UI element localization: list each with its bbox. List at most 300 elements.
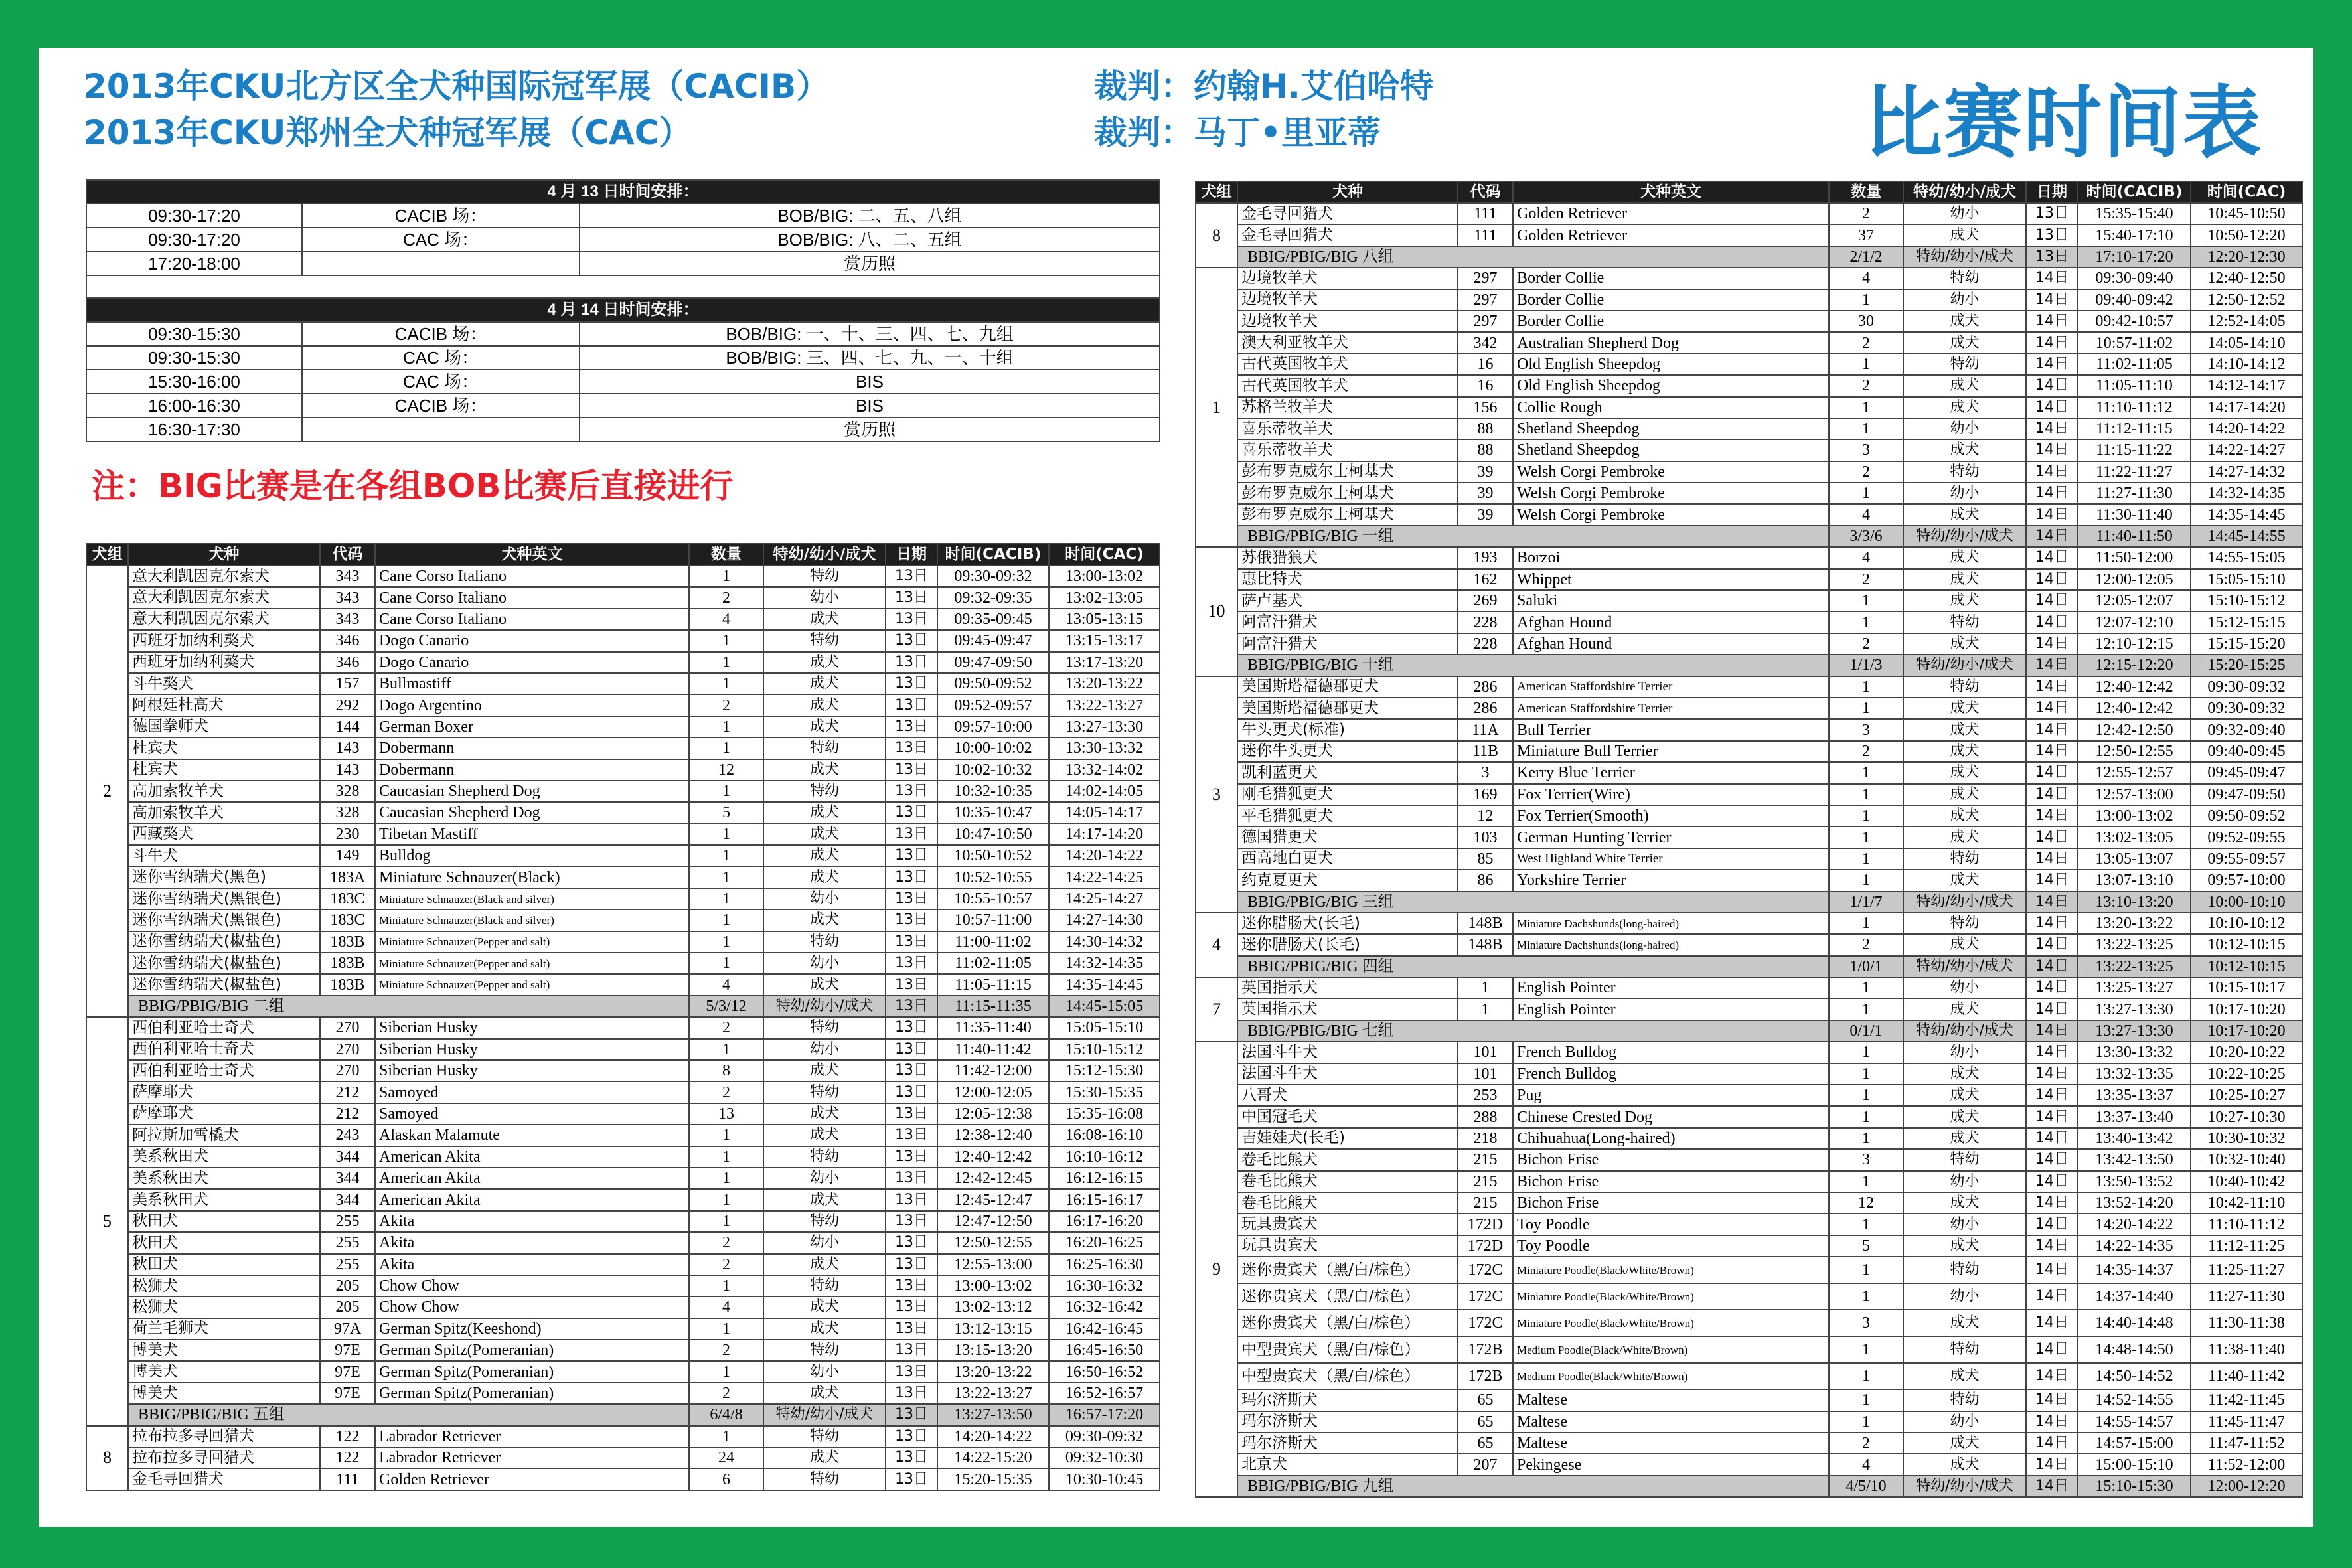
time-cacib: 14:40-14:48 <box>2078 1310 2191 1336</box>
entry-class: 成犬 <box>1903 332 2026 353</box>
table-row <box>1196 569 2302 590</box>
breed-name-zh: 彭布罗克威尔士柯基犬 <box>1237 483 1458 504</box>
entry-class: 幼小 <box>1903 1042 2026 1063</box>
breed-name-zh: 秋田犬 <box>128 1232 320 1253</box>
entry-class: 成犬 <box>1903 870 2026 891</box>
breed-name-zh: 约克夏更犬 <box>1237 870 1458 891</box>
breed-name-zh: 迷你贵宾犬（黑/白/棕色） <box>1237 1310 1458 1336</box>
breed-code: 183B <box>320 953 375 974</box>
entry-count: 1 <box>1829 784 1903 805</box>
entry-count: 1 <box>1829 483 1903 504</box>
table-row <box>1196 1235 2302 1257</box>
summary-class: 特幼/幼小/成犬 <box>1903 246 2026 268</box>
schedule-time: 16:30-17:30 <box>86 418 302 441</box>
summary-time-cac: 10:12-10:15 <box>2191 956 2302 977</box>
time-cacib: 10:32-10:35 <box>937 781 1049 802</box>
time-cac: 11:30-11:38 <box>2191 1310 2302 1336</box>
schedule-row <box>86 228 1160 252</box>
table-row <box>1196 870 2302 891</box>
table-row <box>1196 1106 2302 1127</box>
breed-name-en: French Bulldog <box>1513 1063 1829 1085</box>
entry-count: 1 <box>1829 1171 1903 1192</box>
breed-code: 270 <box>320 1060 375 1081</box>
show-date: 13日 <box>886 1103 937 1125</box>
time-cacib: 12:00-12:05 <box>2078 569 2191 590</box>
time-cacib: 13:25-13:27 <box>2078 977 2191 998</box>
breed-code: 344 <box>320 1146 375 1168</box>
breed-code: 65 <box>1458 1411 1513 1433</box>
summary-count: 0/1/1 <box>1829 1020 1903 1042</box>
time-cacib: 12:10-12:15 <box>2078 633 2191 655</box>
entry-class: 成犬 <box>763 759 886 781</box>
show-date: 14日 <box>2026 547 2078 568</box>
entry-class: 成犬 <box>1903 224 2026 246</box>
time-cac: 13:30-13:32 <box>1049 738 1160 759</box>
entry-class: 成犬 <box>763 802 886 823</box>
column-header: 数量 <box>1829 181 1903 203</box>
time-cac: 10:30-10:45 <box>1049 1468 1160 1490</box>
time-cacib: 13:37-13:40 <box>2078 1106 2191 1127</box>
show-date: 13日 <box>886 1060 937 1081</box>
summary-time-cacib: 15:10-15:30 <box>2078 1476 2191 1497</box>
summary-count: 1/1/3 <box>1829 655 1903 676</box>
time-cacib: 11:10-11:12 <box>2078 397 2191 418</box>
column-header: 犬种英文 <box>375 544 689 566</box>
show-date: 14日 <box>2026 461 2078 483</box>
breed-name-zh: 玩具贵宾犬 <box>1237 1235 1458 1257</box>
time-cac: 11:52-12:00 <box>2191 1454 2302 1475</box>
breed-code: 1 <box>1458 998 1513 1020</box>
entry-class: 特幼 <box>1903 1257 2026 1283</box>
show-date: 14日 <box>2026 1454 2078 1475</box>
breed-name-en: Golden Retriever <box>1513 224 1829 246</box>
entry-count: 1 <box>1829 848 1903 870</box>
time-cac: 13:05-13:15 <box>1049 609 1160 630</box>
breed-name-zh: 玛尔济斯犬 <box>1237 1411 1458 1433</box>
breed-name-zh: 意大利凯因克尔索犬 <box>128 587 320 608</box>
time-cac: 13:20-13:22 <box>1049 673 1160 694</box>
breed-code: 65 <box>1458 1433 1513 1454</box>
breed-name-zh: 阿拉斯加雪橇犬 <box>128 1125 320 1146</box>
table-row <box>86 953 1160 974</box>
breed-name-en: Miniature Schnauzer(Black and silver) <box>375 909 689 931</box>
schedule-row <box>86 204 1160 228</box>
table-row <box>1196 547 2302 568</box>
breed-code: 286 <box>1458 676 1513 698</box>
time-cacib: 09:47-09:50 <box>937 652 1049 673</box>
summary-time-cacib: 13:22-13:25 <box>2078 956 2191 977</box>
entry-count: 3 <box>1829 1149 1903 1170</box>
show-date: 13日 <box>886 1447 937 1468</box>
time-cacib: 09:32-09:35 <box>937 587 1049 608</box>
show-date: 14日 <box>2026 1192 2078 1214</box>
entry-class: 成犬 <box>1903 547 2026 568</box>
entry-count: 12 <box>1829 1192 1903 1214</box>
breed-name-en: Maltese <box>1513 1389 1829 1411</box>
summary-time-cac: 12:20-12:30 <box>2191 246 2302 268</box>
table-row <box>86 1468 1160 1490</box>
group-number: 9 <box>1196 1042 1237 1497</box>
entry-count: 1 <box>1829 977 1903 998</box>
time-cacib: 09:42-10:57 <box>2078 311 2191 332</box>
breed-code: 111 <box>1458 203 1513 224</box>
table-row <box>1196 311 2302 332</box>
breed-code: 205 <box>320 1296 375 1318</box>
schedule-time: 09:30-15:30 <box>86 346 302 370</box>
entry-class: 特幼 <box>1903 676 2026 698</box>
breed-name-en: Old English Sheepdog <box>1513 354 1829 375</box>
breed-code: 215 <box>1458 1149 1513 1170</box>
entry-count: 2 <box>1829 569 1903 590</box>
breed-code: 230 <box>320 824 375 845</box>
breed-name-en: Australian Shepherd Dog <box>1513 332 1829 353</box>
entry-count: 2 <box>1829 332 1903 353</box>
table-row <box>1196 1171 2302 1192</box>
breed-name-en: American Akita <box>375 1146 689 1168</box>
summary-class: 特幼/幼小/成犬 <box>763 1404 886 1425</box>
time-cacib: 11:00-11:02 <box>937 931 1049 953</box>
time-cacib: 12:57-13:00 <box>2078 784 2191 805</box>
time-cacib: 12:55-13:00 <box>937 1254 1049 1275</box>
entry-count: 1 <box>1829 611 1903 633</box>
time-cac: 09:52-09:55 <box>2191 826 2302 848</box>
show-date: 14日 <box>2026 483 2078 504</box>
time-cacib: 11:40-11:42 <box>937 1039 1049 1060</box>
breed-name-zh: 英国指示犬 <box>1237 977 1458 998</box>
schedule-day-label: 4 月 13 日时间安排： <box>86 180 1160 204</box>
show-date: 13日 <box>886 1146 937 1168</box>
entry-class: 特幼 <box>763 1211 886 1232</box>
breed-name-en: Chow Chow <box>375 1296 689 1318</box>
time-cac: 10:12-10:15 <box>2191 934 2302 955</box>
schedule-time: 09:30-17:20 <box>86 204 302 228</box>
breed-code: 346 <box>320 630 375 651</box>
table-row <box>1196 977 2302 998</box>
breed-name-en: Bichon Frise <box>1513 1171 1829 1192</box>
entry-class: 成犬 <box>1903 762 2026 783</box>
time-cac: 11:40-11:42 <box>2191 1363 2302 1389</box>
table-row <box>86 781 1160 802</box>
entry-class: 幼小 <box>763 1168 886 1189</box>
entry-class: 成犬 <box>763 866 886 888</box>
time-cacib: 12:42-12:45 <box>937 1168 1049 1189</box>
show-date: 13日 <box>886 738 937 759</box>
breed-code: 183B <box>320 931 375 953</box>
breed-name-en: Dobermann <box>375 738 689 759</box>
time-cacib: 14:48-14:50 <box>2078 1336 2191 1363</box>
entry-class: 成犬 <box>763 1189 886 1210</box>
breed-name-zh: 博美犬 <box>128 1361 320 1382</box>
time-cacib: 13:20-13:22 <box>937 1361 1049 1382</box>
breed-code: 122 <box>320 1426 375 1447</box>
breed-name-zh: 西班牙加纳利獒犬 <box>128 652 320 673</box>
breed-name-en: Pekingese <box>1513 1454 1829 1475</box>
time-cacib: 09:35-09:45 <box>937 609 1049 630</box>
breed-name-zh: 喜乐蒂牧羊犬 <box>1237 439 1458 461</box>
breed-code: 270 <box>320 1039 375 1060</box>
time-cacib: 15:20-15:35 <box>937 1468 1049 1490</box>
time-cac: 09:40-09:45 <box>2191 741 2302 762</box>
time-cacib: 13:02-13:05 <box>2078 826 2191 848</box>
time-cac: 09:32-10:30 <box>1049 1447 1160 1468</box>
breed-name-en: Miniature Schnauzer(Pepper and salt) <box>375 953 689 974</box>
entry-count: 13 <box>689 1103 763 1125</box>
entry-class: 成犬 <box>763 694 886 716</box>
show-date: 13日 <box>886 587 937 608</box>
breed-code: 328 <box>320 781 375 802</box>
entry-count: 1 <box>689 652 763 673</box>
table-row <box>1196 224 2302 246</box>
entry-count: 2 <box>689 587 763 608</box>
breed-name-zh: 八哥犬 <box>1237 1085 1458 1106</box>
column-header: 时间(CAC) <box>1049 544 1160 566</box>
breed-name-en: Miniature Schnauzer(Pepper and salt) <box>375 974 689 995</box>
time-cacib: 14:37-14:40 <box>2078 1283 2191 1310</box>
group-number: 3 <box>1196 676 1237 913</box>
entry-count: 1 <box>1829 1128 1903 1149</box>
breed-name-en: Afghan Hound <box>1513 611 1829 633</box>
entry-class: 特幼 <box>763 738 886 759</box>
entry-count: 2 <box>689 1383 763 1404</box>
entry-class: 成犬 <box>1903 698 2026 719</box>
breed-code: 255 <box>320 1211 375 1232</box>
breed-name-en: Cane Corso Italiano <box>375 587 689 608</box>
summary-time-cac: 15:20-15:25 <box>2191 655 2302 676</box>
breed-code: 253 <box>1458 1085 1513 1106</box>
time-cacib: 15:35-15:40 <box>2078 203 2191 224</box>
summary-time-cac: 14:45-14:55 <box>2191 526 2302 547</box>
time-cacib: 09:57-10:00 <box>937 716 1049 738</box>
entry-class: 幼小 <box>1903 483 2026 504</box>
show-date: 13日 <box>886 1340 937 1361</box>
table-row <box>86 1146 1160 1168</box>
breed-name-en: English Pointer <box>1513 977 1829 998</box>
summary-class: 特幼/幼小/成犬 <box>1903 956 2026 977</box>
summary-time-cacib: 13:10-13:20 <box>2078 892 2191 913</box>
time-cac: 14:27-14:32 <box>2191 461 2302 483</box>
entry-class: 成犬 <box>1903 569 2026 590</box>
breed-name-zh: 边境牧羊犬 <box>1237 289 1458 311</box>
show-title-cac: 2013年CKU郑州全犬种冠军展（CAC） <box>84 114 692 152</box>
time-cac: 10:22-10:25 <box>2191 1063 2302 1085</box>
breed-code: 286 <box>1458 698 1513 719</box>
table-row <box>86 1426 1160 1447</box>
table-row <box>1196 1283 2302 1310</box>
entry-count: 1 <box>1829 1214 1903 1235</box>
schedule-ring: CAC 场： <box>302 346 580 370</box>
entry-class: 幼小 <box>1903 203 2026 224</box>
show-date: 14日 <box>2026 826 2078 848</box>
summary-time-cac: 12:00-12:20 <box>2191 1476 2302 1497</box>
time-cac: 15:15-15:20 <box>2191 633 2302 655</box>
breed-name-zh: 高加索牧羊犬 <box>128 781 320 802</box>
breed-code: 65 <box>1458 1389 1513 1411</box>
time-cac: 16:08-16:10 <box>1049 1125 1160 1146</box>
time-cac: 11:25-11:27 <box>2191 1257 2302 1283</box>
schedule-ring: CACIB 场： <box>302 204 580 228</box>
summary-date: 14日 <box>2026 1476 2078 1497</box>
breed-name-zh: 杜宾犬 <box>128 738 320 759</box>
breed-name-zh: 松狮犬 <box>128 1296 320 1318</box>
entry-count: 24 <box>689 1447 763 1468</box>
summary-label: BBIG/PBIG/BIG 七组 <box>1237 1020 1829 1042</box>
group-number: 1 <box>1196 268 1237 547</box>
breed-name-en: Fox Terrier(Wire) <box>1513 784 1829 805</box>
show-date: 13日 <box>886 652 937 673</box>
table-row <box>86 888 1160 909</box>
time-cacib: 14:22-15:20 <box>937 1447 1049 1468</box>
time-cacib: 13:22-13:27 <box>937 1383 1049 1404</box>
breed-code: 172B <box>1458 1363 1513 1389</box>
breed-name-zh: 萨摩耶犬 <box>128 1103 320 1125</box>
show-date: 13日 <box>886 909 937 931</box>
schedule-time: 16:00-16:30 <box>86 394 302 418</box>
time-cacib: 12:47-12:50 <box>937 1211 1049 1232</box>
schedule-time: 09:30-17:20 <box>86 228 302 252</box>
breed-name-zh: 玛尔济斯犬 <box>1237 1433 1458 1454</box>
entry-count: 2 <box>1829 633 1903 655</box>
table-row <box>86 630 1160 651</box>
table-row <box>1196 1433 2302 1454</box>
entry-count: 1 <box>1829 805 1903 826</box>
breed-name-en: German Spitz(Keeshond) <box>375 1318 689 1340</box>
breed-name-zh: 迷你腊肠犬(长毛) <box>1237 913 1458 934</box>
time-cac: 14:32-14:35 <box>1049 953 1160 974</box>
breed-name-en: Labrador Retriever <box>375 1426 689 1447</box>
entry-class: 成犬 <box>763 1383 886 1404</box>
group-summary-row <box>1196 892 2302 913</box>
time-cac: 14:32-14:35 <box>2191 483 2302 504</box>
entry-class: 成犬 <box>1903 719 2026 740</box>
entry-count: 12 <box>689 759 763 781</box>
table-row <box>1196 268 2302 289</box>
entry-class: 幼小 <box>763 1232 886 1253</box>
time-cacib: 13:35-13:37 <box>2078 1085 2191 1106</box>
show-date: 14日 <box>2026 870 2078 891</box>
show-date: 14日 <box>2026 1171 2078 1192</box>
entry-count: 3 <box>1829 439 1903 461</box>
table-row <box>86 824 1160 845</box>
table-row <box>86 1039 1160 1060</box>
summary-time-cac: 16:57-17:20 <box>1049 1404 1160 1425</box>
breed-name-zh: 阿根廷杜高犬 <box>128 694 320 716</box>
breed-code: 183C <box>320 888 375 909</box>
breed-name-zh: 中国冠毛犬 <box>1237 1106 1458 1127</box>
schedule-day-header <box>86 298 1160 322</box>
time-cacib: 13:15-13:20 <box>937 1340 1049 1361</box>
breed-code: 255 <box>320 1232 375 1253</box>
show-date: 14日 <box>2026 418 2078 439</box>
entry-class: 成犬 <box>763 1318 886 1340</box>
breed-code: 297 <box>1458 268 1513 289</box>
time-cacib: 12:38-12:40 <box>937 1125 1049 1146</box>
breed-name-en: Welsh Corgi Pembroke <box>1513 461 1829 483</box>
time-cacib: 13:32-13:35 <box>2078 1063 2191 1085</box>
breed-code: 193 <box>1458 547 1513 568</box>
entry-class: 成犬 <box>1903 741 2026 762</box>
breed-name-en: Maltese <box>1513 1411 1829 1433</box>
show-date: 14日 <box>2026 762 2078 783</box>
breed-name-zh: 意大利凯因克尔索犬 <box>128 566 320 587</box>
breed-code: 270 <box>320 1017 375 1038</box>
summary-date: 13日 <box>886 996 937 1017</box>
entry-class: 成犬 <box>763 1103 886 1125</box>
entry-class: 幼小 <box>1903 418 2026 439</box>
entry-count: 6 <box>689 1468 763 1490</box>
table-row <box>1196 826 2302 848</box>
breed-code: 172D <box>1458 1235 1513 1257</box>
breed-name-zh: 金毛寻回猎犬 <box>128 1468 320 1490</box>
breed-name-en: Old English Sheepdog <box>1513 375 1829 396</box>
breed-name-zh: 美系秋田犬 <box>128 1168 320 1189</box>
show-date: 13日 <box>886 1168 937 1189</box>
table-row <box>86 1275 1160 1296</box>
entry-class: 成犬 <box>1903 504 2026 525</box>
time-cacib: 13:00-13:02 <box>2078 805 2191 826</box>
show-date: 13日 <box>886 866 937 888</box>
show-date: 13日 <box>886 566 937 587</box>
time-cac: 14:05-14:10 <box>2191 332 2302 353</box>
breed-name-zh: 秋田犬 <box>128 1254 320 1275</box>
time-cac: 15:12-15:30 <box>1049 1060 1160 1081</box>
column-header: 时间(CACIB) <box>937 544 1049 566</box>
show-date: 14日 <box>2026 1411 2078 1433</box>
time-cac: 09:57-10:00 <box>2191 870 2302 891</box>
summary-date: 13日 <box>2026 246 2078 268</box>
table-row <box>1196 203 2302 224</box>
time-cacib: 15:40-17:10 <box>2078 224 2191 246</box>
table-row <box>86 974 1160 995</box>
entry-class: 幼小 <box>763 587 886 608</box>
summary-class: 特幼/幼小/成犬 <box>1903 655 2026 676</box>
time-cacib: 14:20-14:22 <box>937 1426 1049 1447</box>
entry-class: 成犬 <box>1903 1085 2026 1106</box>
show-date: 13日 <box>886 1468 937 1490</box>
time-cacib: 10:47-10:50 <box>937 824 1049 845</box>
breed-name-zh: 阿富汗猎犬 <box>1237 611 1458 633</box>
breed-code: 172C <box>1458 1257 1513 1283</box>
breed-name-zh: 金毛寻回猎犬 <box>1237 224 1458 246</box>
schedule-event: 赏历照 <box>580 418 1160 441</box>
entry-count: 8 <box>689 1060 763 1081</box>
breed-code: 97E <box>320 1383 375 1404</box>
breed-name-zh: 彭布罗克威尔士柯基犬 <box>1237 461 1458 483</box>
show-date: 13日 <box>886 974 937 995</box>
entry-count: 1 <box>689 1426 763 1447</box>
table-row <box>1196 1336 2302 1363</box>
breed-code: 288 <box>1458 1106 1513 1127</box>
breed-name-en: American Staffordshire Terrier <box>1513 676 1829 698</box>
table-row <box>1196 741 2302 762</box>
breed-name-zh: 喜乐蒂牧羊犬 <box>1237 418 1458 439</box>
table-row <box>1196 1454 2302 1475</box>
breed-name-en: Border Collie <box>1513 268 1829 289</box>
time-cac: 16:20-16:25 <box>1049 1232 1160 1253</box>
breed-code: 228 <box>1458 611 1513 633</box>
breed-name-zh: 拉布拉多寻回猎犬 <box>128 1426 320 1447</box>
breed-code: 212 <box>320 1103 375 1125</box>
show-date: 14日 <box>2026 1106 2078 1127</box>
entry-class: 特幼 <box>1903 1389 2026 1411</box>
breed-name-en: German Spitz(Pomeranian) <box>375 1340 689 1361</box>
entry-class: 成犬 <box>1903 1063 2026 1085</box>
breed-name-zh: 古代英国牧羊犬 <box>1237 375 1458 396</box>
time-cac: 10:20-10:22 <box>2191 1042 2302 1063</box>
entry-class: 成犬 <box>1903 826 2026 848</box>
table-row <box>86 1211 1160 1232</box>
time-cac: 14:27-14:30 <box>1049 909 1160 931</box>
table-row <box>1196 1042 2302 1063</box>
